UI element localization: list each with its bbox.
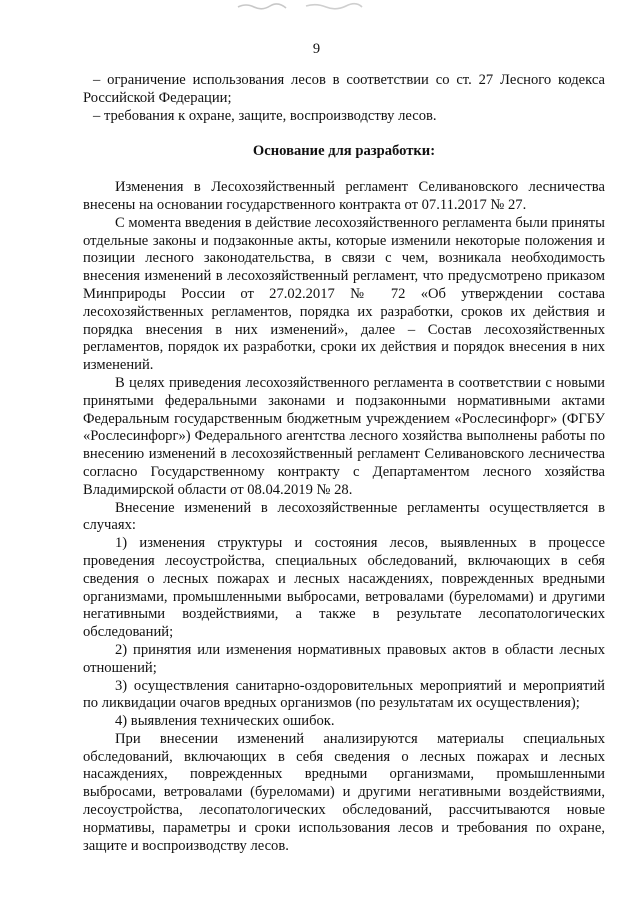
paragraph-purpose: В целях приведения лесохозяйственного регламента в соответствии с новыми принятыми федеральными законами и подзаконными нормативными актами Федеральным государственным бюджетным учреждением «Рослесинфорг» (ФГБУ «Рослесинфорг») Федерального агентства лесного хозяйства выполнены работы по внесению изменений в лесохозяйственный регламент Селивановского лесничества согласно Государственному контракту с Департаментом лесного хозяйства Владимирской области от 08.04.2019 № 28. (83, 374, 605, 498)
case-item-1: 1) изменения структуры и состояния лесов, выявленных в процессе проведения лесоустройства, специальных обследований, включающих в себя сведения о лесных пожарах и лесных насаждениях, поврежденных вредными организмами, промышленными выбросами, ветровалами (буреломами) и другими негативными воздействиями, а также в результате лесопатологических обследований; (83, 535, 605, 641)
list-item-restriction: – ограничение использования лесов в соответствии со ст. 27 Лесного кодекса Российской Федерации; (83, 72, 605, 106)
page-number: 9 (312, 41, 321, 57)
paragraph-analysis: При внесении изменений анализируются материалы специальных обследований, включающих в себя сведения о лесных пожарах и лесных насаждениях, поврежденных вредными организмами, промышленными выбросами, ветровалами (буреломами) и другими негативными воздействиями, лесоустройства, лесопатологических обследований, рассчитываются новые нормативы, параметры и сроки использования лесов и требования по охране, защите и воспроизводству лесов. (83, 730, 605, 854)
document-body (83, 72, 605, 855)
case-item-2: 2) принятия или изменения нормативных правовых актов в области лесных отношений; (83, 641, 605, 676)
paragraph-legislation: С момента введения в действие лесохозяйственного регламента были приняты отдельные законы и подзаконные акты, которые изменили некоторые положения и позиции лесного законодательства, в связи с чем, возникала необходимость внесения изменений в лесохозяйственный регламент, что предусмотрено приказом Минприроды России от 27.02.2017 № 72 «Об утверждении состава лесохозяйственных регламентов, порядка их разработки, сроков их действия и порядка внесения в них изменений», далее – Состав лесохозяйственных регламентов, порядок их разработки, сроки их действия и порядок внесения в них изменений. (83, 214, 605, 374)
section-heading: Основание для разработки: (252, 143, 436, 160)
scan-smudge (236, 2, 364, 11)
list-item-protection: – требования к охране, защите, воспроизводству лесов. (93, 107, 437, 124)
paragraph-basis: Изменения в Лесохозяйственный регламент Селивановского лесничества внесены на основании государственного контракта от 07.11.2017 № 27. (83, 179, 605, 213)
case-item-3: 3) осуществления санитарно-оздоровительных мероприятий и мероприятий по ликвидации очагов вредных организмов (по результатам их осуществления); (83, 677, 605, 712)
paragraph-cases-intro: Внесение изменений в лесохозяйственные регламенты осуществляется в случаях: (83, 499, 605, 534)
case-item-4: 4) выявления технических ошибок. (115, 713, 335, 730)
